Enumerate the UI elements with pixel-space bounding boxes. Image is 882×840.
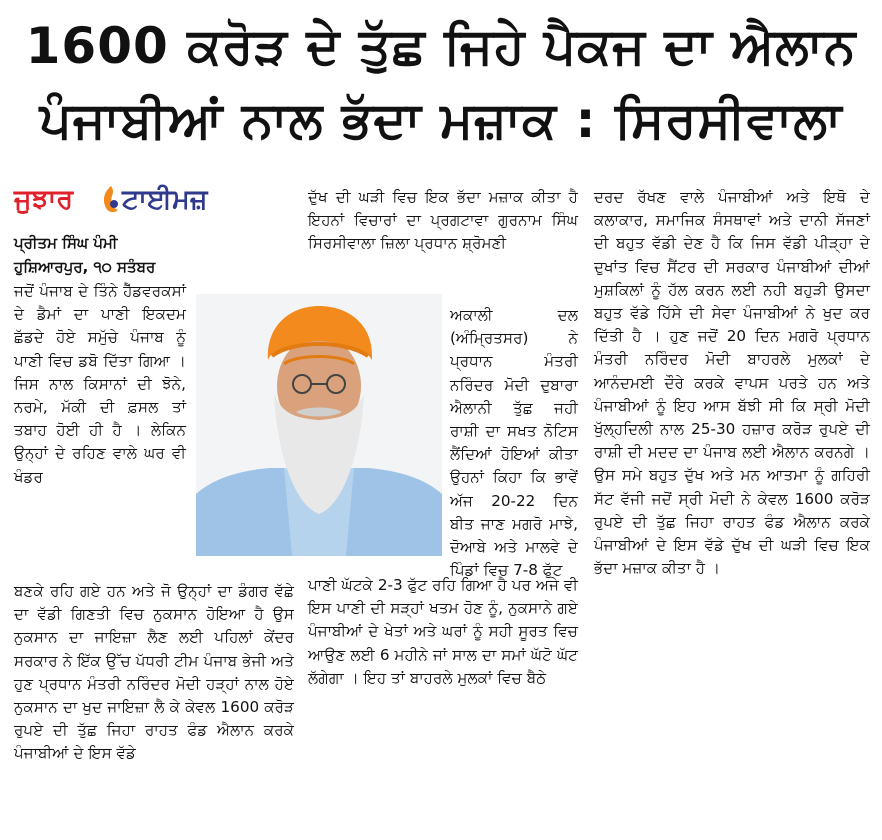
article-column-3 bbox=[594, 186, 870, 580]
headline-line-1: 1600 ਕਰੋੜ ਦੇ ਤੁੱਛ ਜਿਹੇ ਪੈਕਜ ਦਾ ਐਲਾਨ bbox=[25, 17, 857, 75]
article-paragraph: ਜਦੋਂ ਪੰਜਾਬ ਦੇ ਤਿੰਨੇ ਹੈੱਡਵਰਕਸਾਂ ਦੇ ਡੈਮਾਂ ਦਾ ਪਾਣੀ ਇਕਦਮ ਛੱਡਦੇ ਹੋਏ ਸਮੁੱਚੇ ਪੰਜਾਬ ਨੂੰ ਪਾਣੀ ਵਿਚ ਡਬੋ ਦਿੱਤਾ ਗਿਆ । ਜਿਸ ਨਾਲ ਕਿਸਾਨਾਂ ਦੀ ਝੋਨੇ, ਨਰਮੇ, ਮੱਕੀ ਦੀ ਫ਼ਸਲ ਤਾਂ ਤਬਾਹ ਹੋਈ ਹੀ ਹੈ । ਲੇਕਿਨ ਉਨ੍ਹਾਂ ਦੇ ਰਹਿਣ ਵਾਲੇ ਘਰ ਵੀ ਖੰਡਰ bbox=[14, 282, 186, 486]
article-paragraph: ਅਕਾਲੀ ਦਲ (ਅੰਮ੍ਰਿਤਸਰ) ਨੇ ਪ੍ਰਧਾਨ ਮੰਤਰੀ ਨਰਿੰਦਰ ਮੋਦੀ ਦੁਬਾਰਾ ਐਲਾਨੀ ਤੁੱਛ ਜਹੀ ਰਾਸ਼ੀ ਦਾ ਸਖਤ ਨੋਟਿਸ ਲੈਂਦਿਆਂ ਹੋਇਆਂ ਕੀਤਾ ਉਹਨਾਂ ਕਿਹਾ ਕਿ ਭਾਵੇਂ ਅੱਜ 20-22 ਦਿਨ ਬੀਤ ਜਾਣ ਮਗਰੋ ਮਾਝੇ, ਦੋਆਬੇ ਅਤੇ ਮਾਲਵੇ ਦੇ ਪਿੰਡਾਂ ਵਿਚ 7-8 ਫੁੱਟ bbox=[450, 306, 578, 580]
khanda-emblem-icon bbox=[98, 184, 124, 216]
article-paragraph: ਦੁੱਖ ਦੀ ਘੜੀ ਵਿਚ ਇਕ ਭੱਦਾ ਮਜ਼ਾਕ ਕੀਤਾ ਹੈ ਇਹਨਾਂ ਵਿਚਾਰਾਂ ਦਾ ਪ੍ਰਗਟਾਵਾ ਗੁਰਨਾਮ ਸਿੰਘ ਸਿਰਸੀਵਾਲਾ ਜ਼ਿਲਾ ਪ੍ਰਧਾਨ ਸ਼੍ਰੋਮਣੀ bbox=[308, 188, 578, 253]
logo-text-part-1: ਜੁਝਾਰ bbox=[14, 184, 74, 215]
article-paragraph: ਪਾਣੀ ਘੱਟਕੇ 2-3 ਫੁੱਟ ਰਹਿ ਗਿਆ ਹੈ ਪਰ ਅਜੇ ਵੀ ਇਸ ਪਾਣੀ ਦੀ ਸੜ੍ਹਾਂ ਖਤਮ ਹੋਣ ਨੂੰ, ਨੁਕਸਾਨੇ ਗਏ ਪੰਜਾਬੀਆਂ ਦੇ ਖੇਤਾਂ ਅਤੇ ਘਰਾਂ ਨੂੰ ਸਹੀ ਸੂਰਤ ਵਿਚ ਆਉਣ ਲਈ 6 ਮਹੀਨੇ ਜਾਂ ਸਾਲ ਦਾ ਸਮਾਂ ਘੱਟੋ ਘੱਟ ਲੱਗੇਗਾ । ਇਹ ਤਾਂ ਬਾਹਰਲੇ ਮੁਲਕਾਂ ਵਿਚ ਬੈਠੇ bbox=[308, 576, 578, 687]
headline-line-2: ਪੰਜਾਬੀਆਂ ਨਾਲ ਭੱਦਾ ਮਜ਼ਾਕ : ਸਿਰਸੀਵਾਲਾ bbox=[39, 91, 843, 149]
article-column-2-bottom bbox=[308, 574, 578, 690]
article-column-1-bottom bbox=[14, 580, 294, 766]
article-paragraph: ਬਣਕੇ ਰਹਿ ਗਏ ਹਨ ਅਤੇ ਜੋ ਉਨ੍ਹਾਂ ਦਾ ਡੰਗਰ ਵੱਛੇ ਦਾ ਵੱਡੀ ਗਿਣਤੀ ਵਿਚ ਨੁਕਸਾਨ ਹੋਇਆ ਹੈ ਉਸ ਨੁਕਸਾਨ ਦਾ ਜਾਇਜ਼ਾ ਲੈਣ ਲਈ ਪਹਿਲਾਂ ਕੇਂਦਰ ਸਰਕਾਰ ਨੇ ਇੱਕ ਉੱਚ ਪੱਧਰੀ ਟੀਮ ਪੰਜਾਬ ਭੇਜੀ ਅਤੇ ਹੁਣ ਪ੍ਰਧਾਨ ਮੰਤਰੀ ਨਰਿੰਦਰ ਮੋਦੀ ਹੜ੍ਹਾਂ ਨਾਲ ਹੋਏ ਨੁਕਸਾਨ ਦਾ ਖੁਦ ਜਾਇਜ਼ਾ ਲੈ ਕੇ ਕੇਵਲ 1600 ਕਰੋੜ ਰੁਪਏ ਦੀ ਤੁੱਛ ਜਿਹਾ ਰਾਹਤ ਫੰਡ ਐਲਾਨ ਕਰਕੇ ਪੰਜਾਬੀਆਂ ਦੇ ਇਸ ਵੱਡੇ bbox=[14, 582, 294, 763]
article-paragraph: ਦਰਦ ਰੱਖਣ ਵਾਲੇ ਪੰਜਾਬੀਆਂ ਅਤੇ ਇਥੋ ਦੇ ਕਲਾਕਾਰ, ਸਮਾਜਿਕ ਸੰਸਥਾਵਾਂ ਅਤੇ ਦਾਨੀ ਸੱਜਣਾਂ ਦੀ ਬਹੁਤ ਵੱਡੀ ਦੇਣ ਹੈ ਕਿ ਜਿਸ ਵੱਡੀ ਪੀੜ੍ਹਾ ਦੇ ਦੁਖਾਂਤ ਵਿਚ ਸੈਂਟਰ ਦੀ ਸਰਕਾਰ ਪੰਜਾਬੀਆਂ ਦੀਆਂ ਮੁਸ਼ਕਿਲਾਂ ਨੂੰ ਹੱਲ ਕਰਨ ਲਈ ਨਹੀ ਬਹੁੜੀ ਉਸਦਾ ਬਹੁਤ ਵੱਡੇ ਹਿੱਸੇ ਦੀ ਸੇਵਾ ਪੰਜਾਬੀਆਂ ਨੇ ਖੁਦ ਕਰ ਦਿੱਤੀ ਹੈ । ਹੁਣ ਜਦੋਂ 20 ਦਿਨ ਮਗਰੋ ਪ੍ਰਧਾਨ ਮੰਤਰੀ ਨਰਿੰਦਰ ਮੋਦੀ ਬਾਹਰਲੇ ਮੁਲਕਾਂ ਦੇ ਆਨੰਦਮਈ ਦੌਰੇ ਕਰਕੇ ਵਾਪਸ ਪਰਤੇ ਹਨ ਅਤੇ ਪੰਜਾਬੀਆਂ ਨੂੰ ਇਹ ਆਸ ਬੱਝੀ ਸੀ ਕਿ ਸ੍ਰੀ ਮੋਦੀ ਖੁੱਲ੍ਹਦਿਲੀ ਨਾਲ 25-30 ਹਜ਼ਾਰ ਕਰੋੜ ਰੁਪਏ ਦੀ ਰਾਸ਼ੀ ਦੀ ਮਦਦ ਦਾ ਪੰਜਾਬ ਲਈ ਐਲਾਨ ਕਰਨਗੇ । ਉਸ ਸਮੇ ਬਹੁਤ ਦੁੱਖ ਅਤੇ ਮਨ ਆਤਮਾ ਨੂੰ ਗਹਿਰੀ ਸੱਟ ਵੱਜੀ ਜਦੋਂ ਸ੍ਰੀ ਮੋਦੀ ਨੇ ਕੇਵਲ 1600 ਕਰੋੜ ਰੁਪਏ ਦੀ ਤੁੱਛ ਜਿਹਾ ਰਾਹਤ ਫੰਡ ਐਲਾਨ ਕਰਕੇ ਪੰਜਾਬੀਆਂ ਦੇ ਇਸ ਵੱਡੇ ਦੁੱਖ ਦੀ ਘੜੀ ਵਿਚ ਇਕ ਭੱਦਾ ਮਜ਼ਾਕ ਕੀਤਾ ਹੈ । bbox=[594, 188, 870, 578]
byline: ਪ੍ਰੀਤਮ ਸਿੰਘ ਪੰਮੀ bbox=[14, 234, 118, 252]
portrait-photo bbox=[196, 294, 442, 556]
article-column-2-top bbox=[308, 186, 578, 256]
logo-text-part-2: ਟਾਈਮਜ਼ bbox=[122, 184, 208, 215]
article-column-2-beside-photo bbox=[450, 304, 578, 582]
article-column-1-top bbox=[14, 280, 186, 489]
dateline: ਹੁਸ਼ਿਆਰਪੁਰ, ੧੦ ਸਤੰਬਰ bbox=[14, 258, 156, 276]
newspaper-logo bbox=[14, 180, 270, 222]
portrait-illustration bbox=[196, 294, 442, 556]
